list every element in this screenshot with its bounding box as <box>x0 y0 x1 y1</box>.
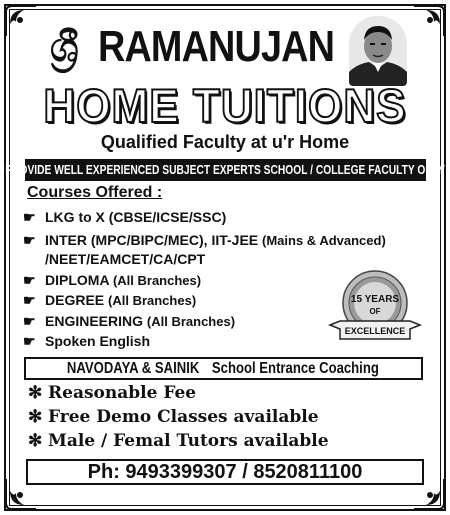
brand-name: RAMANUJAN <box>98 22 335 71</box>
feature-item: ✻ Free Demo Classes available <box>28 407 319 427</box>
corner-ornament-top-left <box>4 4 38 38</box>
sri-logo-glyph: ශ්‍රී <box>50 24 79 71</box>
course-item-continuation: /NEET/EAMCET/CA/CPT <box>45 251 206 267</box>
course-item: ☛ DIPLOMA (All Branches) <box>23 272 202 288</box>
course-item: ☛ INTER (MPC/BIPC/MEC), IIT-JEE (Mains & Advanced) <box>23 232 386 248</box>
seal-years-text: 15 YEARS <box>350 294 400 305</box>
entrance-coaching-box <box>24 357 423 380</box>
pointing-hand-icon: ☛ <box>23 272 36 288</box>
course-item: ☛ LKG to X (CBSE/ICSE/SSC) <box>23 209 227 225</box>
seal-ribbon-text: EXCELLENCE <box>344 326 406 336</box>
pointing-hand-icon: ☛ <box>23 209 36 225</box>
coaching-bold-text: NAVODAYA & SAINIK <box>66 359 199 377</box>
coaching-rest-text: School Entrance Coaching <box>211 359 379 377</box>
tagline: Qualified Faculty at u'r Home <box>100 132 350 152</box>
pointing-hand-icon: ☛ <box>23 292 36 308</box>
seal-of-text: OF <box>369 307 381 316</box>
asterisk-icon: ✻ <box>28 383 43 403</box>
pointing-hand-icon: ☛ <box>23 232 36 248</box>
courses-heading: Courses Offered : <box>27 184 163 201</box>
phone-numbers[interactable]: Ph: 9493399307 / 8520811100 <box>26 459 424 485</box>
portrait-photo <box>349 16 407 86</box>
faculty-banner <box>5 159 446 181</box>
pointing-hand-icon: ☛ <box>23 333 36 349</box>
course-item: ☛ DEGREE (All Branches) <box>23 292 197 308</box>
feature-item: ✻ Reasonable Fee <box>28 383 197 403</box>
course-item: ☛ Spoken English <box>23 333 151 349</box>
excellence-seal <box>328 269 422 347</box>
course-item: ☛ ENGINEERING (All Branches) <box>23 313 236 329</box>
corner-ornament-top-right <box>412 4 446 38</box>
asterisk-icon: ✻ <box>28 407 43 427</box>
feature-item: ✻ Male / Femal Tutors available <box>28 431 329 451</box>
asterisk-icon: ✻ <box>28 431 43 451</box>
faculty-banner-text: PROVIDE WELL EXPERIENCED SUBJECT EXPERTS SCHOOL / COLLEGE FACULTY ONLY <box>5 163 446 177</box>
subtitle-home-tuitions: HOME TUITIONS <box>43 79 407 132</box>
pointing-hand-icon: ☛ <box>23 313 36 329</box>
